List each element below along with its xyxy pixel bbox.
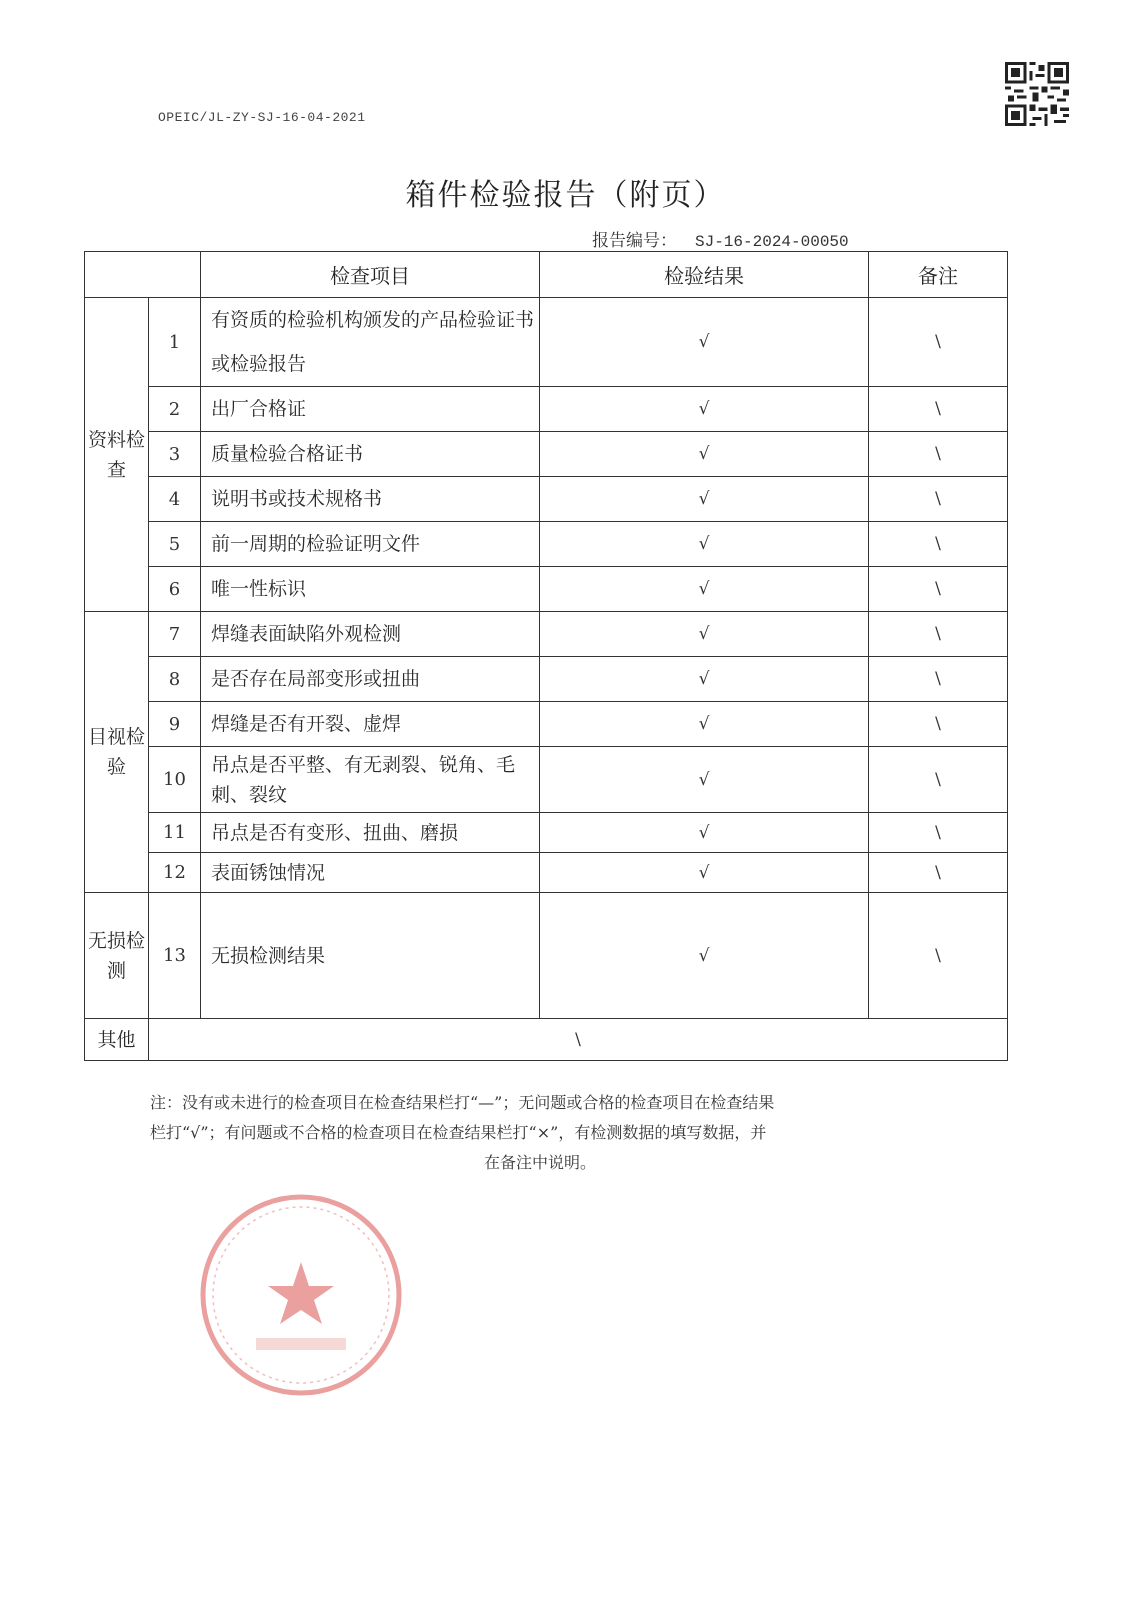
column-header-item: 检查项目 <box>201 252 540 298</box>
report-number-value: SJ-16-2024-00050 <box>695 233 849 251</box>
row-number: 7 <box>149 612 201 657</box>
table-row <box>85 298 1008 387</box>
row-number: 4 <box>149 477 201 522</box>
check-remark: \ <box>869 567 1008 612</box>
row-number: 9 <box>149 702 201 747</box>
check-remark: \ <box>869 612 1008 657</box>
check-result: √ <box>540 522 869 567</box>
table-header-row <box>85 252 1008 298</box>
row-number: 3 <box>149 432 201 477</box>
table-row-other <box>85 1019 1008 1061</box>
inspection-table <box>84 251 1008 1061</box>
table-row <box>85 567 1008 612</box>
check-result: √ <box>540 813 869 853</box>
check-result: √ <box>540 747 869 813</box>
check-remark: \ <box>869 477 1008 522</box>
table-row <box>85 747 1008 813</box>
category-docs: 资料检查 <box>85 298 149 612</box>
column-header-remark: 备注 <box>869 252 1008 298</box>
row-number: 5 <box>149 522 201 567</box>
footnote-line-1: 注：没有或未进行的检查项目在检查结果栏打“—”；无问题或合格的检查项目在检查结果 <box>150 1093 775 1112</box>
check-item: 吊点是否有变形、扭曲、磨损 <box>201 813 540 853</box>
check-result: √ <box>540 567 869 612</box>
check-item: 焊缝表面缺陷外观检测 <box>201 612 540 657</box>
header-blank <box>85 252 201 298</box>
check-remark: \ <box>869 853 1008 893</box>
table-row <box>85 387 1008 432</box>
check-item: 吊点是否平整、有无剥裂、锐角、毛刺、裂纹 <box>201 747 540 813</box>
check-item: 表面锈蚀情况 <box>201 853 540 893</box>
row-number: 10 <box>149 747 201 813</box>
table-row <box>85 432 1008 477</box>
check-item: 无损检测结果 <box>201 893 540 1019</box>
check-remark: \ <box>869 522 1008 567</box>
check-result: √ <box>540 853 869 893</box>
table-row <box>85 702 1008 747</box>
other-value: \ <box>149 1019 1008 1061</box>
table-row <box>85 813 1008 853</box>
check-result: √ <box>540 612 869 657</box>
table-row <box>85 477 1008 522</box>
report-number <box>592 226 849 251</box>
check-result: √ <box>540 477 869 522</box>
official-seal-stamp <box>196 1190 406 1400</box>
category-visual: 目视检验 <box>85 612 149 893</box>
table-row <box>85 657 1008 702</box>
check-item: 是否存在局部变形或扭曲 <box>201 657 540 702</box>
check-item: 质量检验合格证书 <box>201 432 540 477</box>
row-number: 11 <box>149 813 201 853</box>
check-result: √ <box>540 893 869 1019</box>
check-remark: \ <box>869 298 1008 387</box>
check-result: √ <box>540 298 869 387</box>
table-row <box>85 893 1008 1019</box>
check-remark: \ <box>869 893 1008 1019</box>
check-result: √ <box>540 702 869 747</box>
check-result: √ <box>540 387 869 432</box>
check-item: 焊缝是否有开裂、虚焊 <box>201 702 540 747</box>
check-remark: \ <box>869 813 1008 853</box>
check-remark: \ <box>869 702 1008 747</box>
check-remark: \ <box>869 657 1008 702</box>
check-item: 出厂合格证 <box>201 387 540 432</box>
check-item: 有资质的检验机构颁发的产品检验证书或检验报告 <box>201 298 540 387</box>
category-other: 其他 <box>85 1019 149 1061</box>
check-item: 前一周期的检验证明文件 <box>201 522 540 567</box>
check-result: √ <box>540 432 869 477</box>
row-number: 6 <box>149 567 201 612</box>
check-remark: \ <box>869 387 1008 432</box>
table-row <box>85 522 1008 567</box>
qr-code-icon <box>1005 62 1069 126</box>
check-remark: \ <box>869 747 1008 813</box>
check-result: √ <box>540 657 869 702</box>
column-header-result: 检验结果 <box>540 252 869 298</box>
check-item: 唯一性标识 <box>201 567 540 612</box>
row-number: 13 <box>149 893 201 1019</box>
document-code: OPEIC/JL-ZY-SJ-16-04-2021 <box>158 110 366 125</box>
row-number: 12 <box>149 853 201 893</box>
report-number-label: 报告编号： <box>592 231 677 251</box>
category-ndt: 无损检测 <box>85 893 149 1019</box>
check-item: 说明书或技术规格书 <box>201 477 540 522</box>
row-number: 2 <box>149 387 201 432</box>
page-title: 箱件检验报告（附页） <box>405 178 726 213</box>
footnote-line-2: 栏打“√”；有问题或不合格的检查项目在检查结果栏打“×”，有检测数据的填写数据，并 <box>150 1123 767 1142</box>
row-number: 8 <box>149 657 201 702</box>
footnote-line-3: 在备注中说明。 <box>483 1153 596 1172</box>
row-number: 1 <box>149 298 201 387</box>
check-remark: \ <box>869 432 1008 477</box>
table-row <box>85 853 1008 893</box>
footnote <box>150 1088 930 1178</box>
table-row <box>85 612 1008 657</box>
